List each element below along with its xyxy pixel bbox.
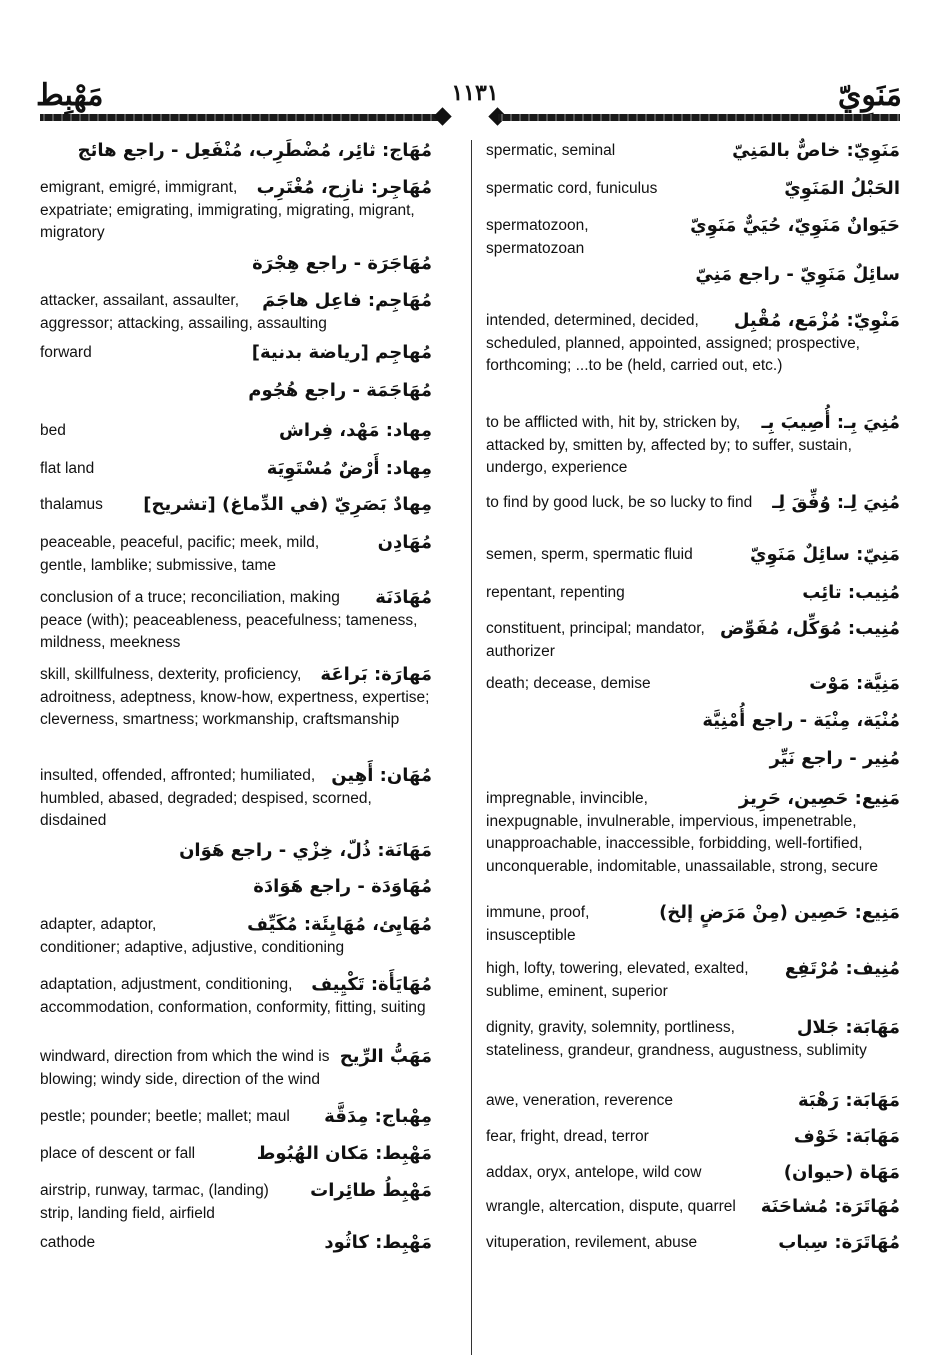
- dictionary-entry: [40, 974, 432, 1019]
- entry-arabic: مَهْبِطُ طائِرات: [310, 1180, 432, 1201]
- entry-arabic: مَنْوِيّ: مُزْمَع، مُقْبِل: [733, 310, 900, 331]
- dictionary-entry: [486, 788, 900, 878]
- dictionary-entry: [40, 140, 432, 163]
- entry-arabic: مَهَبُّ الرِّيح: [339, 1046, 432, 1067]
- dictionary-entry: [40, 664, 432, 732]
- entry-english: intended, determined, decided, scheduled, planned, appointed, assigned; prospective, forthcoming; ...to be (held, carried out, etc.): [486, 312, 860, 374]
- dictionary-entry: [486, 178, 900, 201]
- column-divider: [471, 140, 472, 1355]
- dictionary-entry: [486, 1162, 900, 1185]
- entry-english: impregnable, invincible, inexpugnable, invulnerable, impervious, impenetrable, unapproachable, inaccessible, forbidding, well-fortified, unconquerable, indomitable, unassailable, strong, secure: [486, 790, 879, 875]
- entry-english: thalamus: [40, 496, 103, 513]
- entry-arabic: مُهَادِن: [377, 532, 432, 553]
- entry-english: vituperation, revilement, abuse: [486, 1234, 698, 1251]
- entry-english: wrangle, altercation, dispute, quarrel: [486, 1198, 736, 1215]
- rule-diamond-left: [433, 107, 451, 125]
- entry-english: cathode: [40, 1234, 96, 1251]
- dictionary-entry: [40, 1106, 432, 1129]
- entry-english: flat land: [40, 460, 95, 477]
- entry-arabic: مُهاجِم [رياضة بدنية]: [251, 342, 432, 363]
- dictionary-entry: [486, 618, 900, 663]
- dictionary-entry: [486, 264, 900, 287]
- dictionary-entry: [486, 1196, 900, 1219]
- dictionary-entry: [40, 253, 432, 276]
- entry-arabic: مَهَابَة: خَوْف: [793, 1126, 900, 1147]
- entry-english: adapter, adaptor, conditioner; adaptive, adjustive, conditioning: [40, 916, 345, 956]
- entry-arabic: مُهَان: أَهِين: [331, 765, 432, 786]
- entry-arabic: مُهَايَأَة: تَكْيِيف: [311, 974, 432, 995]
- dictionary-entry: [486, 140, 900, 163]
- entry-english: peaceable, peaceful, pacific; meek, mild, gentle, lamblike; submissive, tame: [40, 534, 320, 574]
- entry-arabic: مِهْباج: مِدَقَّة: [324, 1106, 432, 1127]
- entry-english: immune, proof, insusceptible: [486, 904, 590, 944]
- dictionary-entry: [486, 1017, 900, 1062]
- entry-arabic: حَيَوانٌ مَنَوِيّ، حُيَيٌّ مَنَوِيّ: [690, 215, 900, 236]
- dictionary-entry: [486, 902, 900, 947]
- dictionary-entry: [486, 215, 900, 260]
- entry-english: death; decease, demise: [486, 675, 651, 692]
- entry-arabic: مِهاد: مَهْد، فِراش: [278, 420, 432, 441]
- entry-english: repentant, repenting: [486, 584, 625, 601]
- entry-arabic: مُنْيَة، مِنْيَة - راجع أُمْنِيَّة: [702, 710, 900, 731]
- entry-english: skill, skillfulness, dexterity, proficiency, adroitness, adeptness, know-how, expertness, expertise; cleverness, smartness; workmanship, craftsmanship: [40, 666, 430, 728]
- header-right-word: مَنَوِيّ: [837, 78, 902, 113]
- dictionary-entry: [40, 876, 432, 899]
- entry-arabic: مَنِيع: حَصِين، حَرِيز: [738, 788, 900, 809]
- entry-english: semen, sperm, spermatic fluid: [486, 546, 693, 563]
- dictionary-entry: [40, 587, 432, 655]
- entry-english: conclusion of a truce; reconciliation, making peace (with); peaceableness, peacefulness; tameness, mildness, meekness: [40, 589, 418, 651]
- dictionary-entry: [486, 544, 900, 567]
- entry-english: addax, oryx, antelope, wild cow: [486, 1164, 702, 1181]
- dictionary-entry: [40, 494, 432, 517]
- entry-arabic: مُهَاجَمَة - راجع هُجُوم: [248, 380, 432, 401]
- entry-arabic: مُهَادَنَة: [375, 587, 432, 608]
- entry-arabic: مَهَاة (حيوان): [783, 1162, 900, 1183]
- dictionary-entry: [486, 310, 900, 378]
- dictionary-entry: [40, 177, 432, 245]
- entry-arabic: مُنِيب: تائِب: [802, 582, 900, 603]
- entry-arabic: مَهَابَة: جَلال: [796, 1017, 900, 1038]
- entry-english: adaptation, adjustment, conditioning, accommodation, conformation, conformity, fitting, suiting: [40, 976, 426, 1016]
- dictionary-entry: [40, 1143, 432, 1166]
- entry-english: to be afflicted with, hit by, stricken by, attacked by, smitten by, affected by; to suffer, sustain, undergo, experience: [486, 414, 852, 476]
- entry-english: forward: [40, 344, 92, 361]
- entry-english: pestle; pounder; beetle; mallet; maul: [40, 1108, 290, 1125]
- entry-arabic: مُنِيَ بِـ: أُصِيبَ بِـ: [761, 412, 900, 433]
- dictionary-entry: [40, 458, 432, 481]
- dictionary-entry: [486, 673, 900, 696]
- entry-english: bed: [40, 422, 66, 439]
- header-left-word: مَهْبِط: [36, 78, 104, 113]
- entry-arabic: مُهَاتَرَة: سِباب: [778, 1232, 900, 1253]
- dictionary-entry: [40, 1180, 432, 1225]
- dictionary-entry: [40, 914, 432, 959]
- dictionary-entry: [40, 290, 432, 335]
- entry-arabic: مَهَانَة: ذُلّ، خِزْي - راجع هَوَان: [179, 840, 432, 861]
- entry-arabic: مَنِيّ: سائِلٌ مَنَوِيّ: [750, 544, 900, 565]
- entry-arabic: مِهادٌ بَصَرِيّ (في الدِّماغ) [تشريح]: [143, 494, 432, 515]
- entry-arabic: مَنَوِيّ: خاصٌّ بالمَنِيّ: [732, 140, 900, 161]
- dictionary-entry: [40, 342, 432, 365]
- entry-english: fear, fright, dread, terror: [486, 1128, 649, 1145]
- entry-english: awe, veneration, reverence: [486, 1092, 673, 1109]
- dictionary-entry: [40, 532, 432, 577]
- dictionary-entry: [486, 748, 900, 771]
- entry-arabic: الحَبْلُ المَنَوِيّ: [784, 178, 900, 199]
- entry-english: spermatozoon, spermatozoan: [486, 217, 589, 257]
- dictionary-entry: [40, 765, 432, 833]
- dictionary-entry: [486, 412, 900, 480]
- dictionary-entry: [486, 1090, 900, 1113]
- entry-arabic: سائِلٌ مَنَوِيّ - راجع مَنِيّ: [695, 264, 900, 285]
- page-header: [0, 70, 942, 130]
- dictionary-entry: [486, 958, 900, 1003]
- entry-english: to find by good luck, be so lucky to find: [486, 494, 753, 511]
- dictionary-entry: [40, 420, 432, 443]
- entry-english: attacker, assailant, assaulter, aggressor; attacking, assailing, assaulting: [40, 292, 327, 332]
- entry-english: constituent, principal; mandator, authorizer: [486, 620, 705, 660]
- dictionary-entry: [486, 1126, 900, 1149]
- dictionary-entry: [40, 380, 432, 403]
- entry-english: airstrip, runway, tarmac, (landing) strip, landing field, airfield: [40, 1182, 269, 1222]
- entry-arabic: مِهاد: أَرْضٌ مُسْتَوِيَة: [266, 458, 432, 479]
- dictionary-entry: [40, 1046, 432, 1091]
- entry-english: place of descent or fall: [40, 1145, 196, 1162]
- entry-english: emigrant, emigré, immigrant, expatriate; emigrating, immigrating, migrating, migrant, migratory: [40, 179, 415, 241]
- entry-arabic: مُهَاج: ثائِر، مُضْطَرِب، مُنْفَعِل - راجع هائج: [77, 140, 432, 161]
- entry-english: insulted, offended, affronted; humiliated, humbled, abased, degraded; despised, scorned, disdained: [40, 767, 372, 829]
- header-rule-right: [498, 114, 900, 121]
- entry-arabic: مُهَاتَرَة: مُشاحَنَة: [760, 1196, 900, 1217]
- entry-arabic: مُهَاجِم: فاعِل هاجَمَ: [262, 290, 432, 311]
- entry-arabic: مَهْبِط: مَكان الهُبُوط: [256, 1143, 432, 1164]
- entry-arabic: مُهَاجَرَة - راجع هِجْرَة: [252, 253, 432, 274]
- entry-arabic: مُهَاجِر: نازِح، مُغْتَرِب: [256, 177, 432, 198]
- entry-english: spermatic, seminal: [486, 142, 616, 159]
- dictionary-entry: [40, 1232, 432, 1255]
- entry-arabic: مَهْبِط: كاثُود: [324, 1232, 432, 1253]
- entry-english: windward, direction from which the wind is blowing; windy side, direction of the wind: [40, 1048, 330, 1088]
- entry-arabic: مُهَايِئ، مُهَايِئَة: مُكَيِّف: [247, 914, 432, 935]
- entry-arabic: مُنِيب: مُوَكِّل، مُفَوِّض: [719, 618, 900, 639]
- entry-arabic: مَهارَة: بَراعَة: [320, 664, 432, 685]
- header-rule-left: [40, 114, 438, 121]
- entry-arabic: مُهَاوَدَة - راجع هَوَادَة: [253, 876, 432, 897]
- dictionary-entry: [40, 840, 432, 863]
- entry-arabic: مَهَابَة: رَهْبَة: [797, 1090, 900, 1111]
- entry-arabic: مُنِير - راجع نَيِّر: [769, 748, 900, 769]
- dictionary-entry: [486, 582, 900, 605]
- dictionary-entry: [486, 710, 900, 733]
- dictionary-entry: [486, 492, 900, 515]
- entry-english: dignity, gravity, solemnity, portliness, stateliness, grandeur, grandness, augustness, sublimity: [486, 1019, 867, 1059]
- entry-arabic: مَنِيع: حَصِين (مِنْ مَرَضٍ إلخ): [659, 902, 900, 923]
- dictionary-entry: [486, 1232, 900, 1255]
- entry-arabic: مُنِيَ لِـ: وُفِّقَ لِـ: [772, 492, 900, 513]
- entry-english: spermatic cord, funiculus: [486, 180, 658, 197]
- entry-arabic: مُنِيف: مُرْتَفِع: [784, 958, 900, 979]
- entry-english: high, lofty, towering, elevated, exalted, sublime, eminent, superior: [486, 960, 749, 1000]
- page-number: ١١٣١: [451, 80, 499, 106]
- entry-arabic: مَنِيَّة: مَوْت: [809, 673, 900, 694]
